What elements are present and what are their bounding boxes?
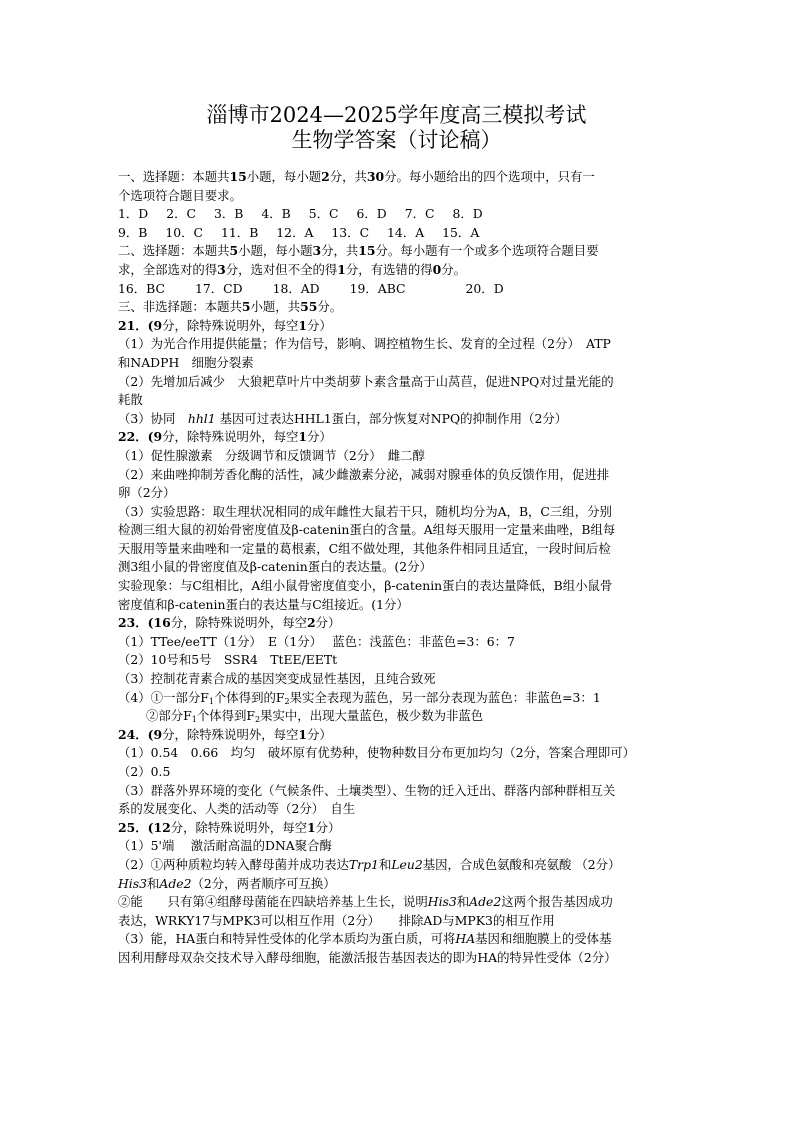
gene-name: Trp1 <box>348 856 379 872</box>
section3-intro: 三、非选择题：本题共5小题，共55分。 <box>118 299 343 315</box>
q22-line: 测3组小鼠的骨密度值及β-catenin蛋白的表达量。(2分） <box>118 559 432 575</box>
q22-line: （2）来曲唑抑制芳香化酶的活性，减少雌激素分泌，减弱对腺垂体的负反馈作用，促进排 <box>118 466 610 482</box>
q22-line: 实验现象：与C组相比，A组小鼠骨密度值变小，β-catenin蛋白的表达量降低，B组小鼠骨 <box>118 578 613 594</box>
section1-intro-line2: 个选项符合题目要求。 <box>118 187 242 203</box>
q23-line: （4）①一部分$F_1$个体得到的$F_2$果实全表现为蓝色，另一部分表现为蓝色：非蓝色=3：1 <box>118 689 601 706</box>
answer-body <box>118 168 690 968</box>
q25-line: His3和Ade2（2分，两者顺序可互换） <box>118 875 336 891</box>
gene-name: Ade2 <box>469 894 502 910</box>
q25-heading: 25．(12分，除特殊说明外，每空1分） <box>118 819 341 835</box>
q21-line: （1）为光合作用提供能量；作为信号，影响、调控植物生长、发育的全过程（2分） ATP <box>118 336 611 352</box>
gene-name: His3 <box>118 875 148 891</box>
section2-intro-line2: 求，全部选对的得3分，选对但不全的得1分，有选错的得0分。 <box>118 261 467 277</box>
q24-line: 系的发展变化、人类的活动等（2分） 自生 <box>118 801 356 817</box>
q22-heading: 22．(9分，除特殊说明外，每空1分） <box>118 429 332 445</box>
q24-line: （1）0.54 0.66 均匀 破坏原有优势种，使物种数目分布更加均匀（2分，答案合理即可） <box>118 745 636 761</box>
q24-line: （3）群落外界环境的变化（气候条件、土壤类型）、生物的迁入迁出、群落内部种群相互关 <box>118 782 616 798</box>
q22-line: 密度值和β-catenin蛋白的表达量与C组接近。(1分） <box>118 596 409 612</box>
q22-line: （1）促性腺激素 分级调节和反馈调节（2分） 雌二醇 <box>118 447 425 463</box>
q25-line: 表达，WRKY17与MPK3可以相互作用（2分） 排除AD与MPK3的相互作用 <box>118 912 555 928</box>
section1-intro: 一、选择题：本题共15小题，每小题2分，共30分。每小题给出的四个选项中，只有一 <box>118 169 595 184</box>
q21-line: （2）先增加后减少 大狼耙草叶片中类胡萝卜素含量高于山莴苣，促进NPQ对过量光能的 <box>118 373 614 389</box>
section2-intro: 二、选择题：本题共5小题，每小题3分，共15分。每小题有一个或多个选项符合题目要 <box>118 243 599 259</box>
section1-answers-row1: 1．D 2．C 3．B 4．B 5．C 6．D 7．C 8．D <box>118 206 483 222</box>
q23-line: （2）10号和5号 SSR4 TtEE/EETt <box>118 652 338 668</box>
q24-heading: 24．(9分，除特殊说明外，每空1分） <box>118 726 332 742</box>
page-subtitle: 生物学答案（讨论稿） <box>291 128 502 152</box>
q22-line: （3）实验思路：取生理状况相同的成年雌性大鼠若干只，随机均分为A，B，C三组，分别 <box>118 503 612 519</box>
gene-name: His3 <box>427 894 457 910</box>
gene-name: Leu2 <box>391 856 423 872</box>
gene-name: HA <box>455 931 476 947</box>
q25-line: ②能 只有第④组酵母菌能在四缺培养基上生长，说明His3和Ade2这两个报告基因成功 <box>118 894 613 910</box>
q22-line: 天服用等量来曲唑和一定量的葛根素，C组不做处理，其他条件相同且适宜，一段时间后检 <box>118 540 611 556</box>
page-title: 淄博市2024—2025学年度高三模拟考试 <box>206 103 587 127</box>
q23-line: ②部分$F_1$个体得到$F_2$果实中，出现大量蓝色，极少数为非蓝色 <box>146 708 484 725</box>
section2-answers: 16．BC 17．CD 18．AD 19．ABC 20．D <box>118 280 504 296</box>
section1-answers-row2: 9．B 10．C 11．B 12．A 13．C 14．A 15．A <box>118 224 480 240</box>
q21-line: 耗散 <box>118 392 143 408</box>
q21-line: （3）协同 hhl1 基因可过表达HHL1蛋白，部分恢复对NPQ的抑制作用（2分） <box>118 410 568 426</box>
q22-line: 检测三组大鼠的初始骨密度值及β-catenin蛋白的含量。A组每天服用一定量来曲唑，B组每 <box>118 522 616 538</box>
q25-line: 因利用酵母双杂交技术导入酵母细胞，能激活报告基因表达的即为HA的特异性受体（2分） <box>118 949 617 965</box>
q25-line: （2）①两种质粒均转入酵母菌并成功表达Trp1和Leu2基因，合成色氨酸和亮氨酸 （2分） <box>118 856 621 872</box>
q23-line: （1）TTee/eeTT（1分） E（1分） 蓝色：浅蓝色：非蓝色=3：6：7 <box>118 633 515 649</box>
q25-line: （3）能，HA蛋白和特异性受体的化学本质均为蛋白质，可将HA基因和细胞膜上的受体基 <box>118 931 612 947</box>
q21-heading: 21．(9分，除特殊说明外，每空1分） <box>118 317 332 333</box>
q24-line: （2）0.5 <box>118 764 171 779</box>
gene-name: hhl1 <box>187 410 216 426</box>
q21-line: 和NADPH 细胞分裂素 <box>118 354 254 370</box>
q23-heading: 23．(16分，除特殊说明外，每空2分） <box>118 615 341 631</box>
gene-name: Ade2 <box>159 875 192 891</box>
q25-line: （1）5'端 激活耐高温的DNA聚合酶 <box>118 838 332 854</box>
q22-line: 卵（2分） <box>118 485 176 501</box>
q23-line: （3）控制花青素合成的基因突变成显性基因，且纯合致死 <box>118 671 436 687</box>
